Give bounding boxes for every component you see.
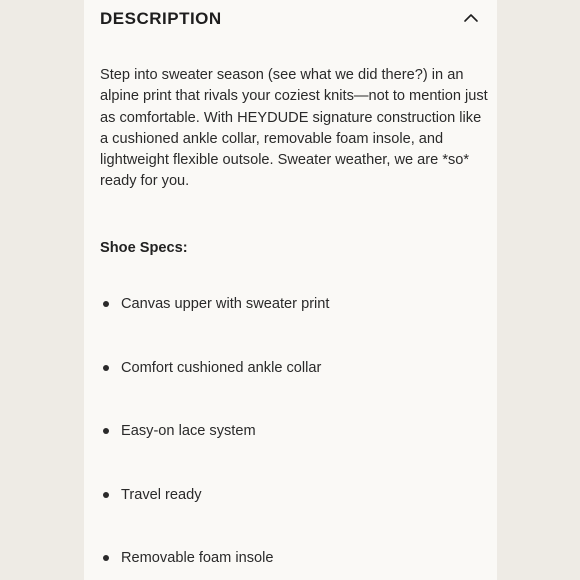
page-margin-right [496,0,580,580]
spec-item-text: Easy-on lace system [121,423,256,439]
product-description: Step into sweater season (see what we did there?) in an alpine print that rivals your coziest knits—not to mention just as comfortable. With HEYDUDE signature construction like a cushioned ankle collar, removable foam insole, and lightweight flexible outsole. Sweater weather, we are *so* ready for you. [100,67,488,190]
section-title: DESCRIPTION [100,9,222,28]
bullet-icon [103,365,109,371]
bullet-icon [103,555,109,561]
bullet-icon [103,428,109,434]
spec-item-text: Removable foam insole [121,550,274,566]
shoe-specs-heading: Shoe Specs: [100,240,188,256]
spec-item-text: Canvas upper with sweater print [121,296,330,312]
chevron-up-icon[interactable] [461,8,481,28]
bullet-icon [103,492,109,498]
bullet-icon [103,301,109,307]
spec-item-text: Comfort cushioned ankle collar [121,360,322,376]
accordion-header[interactable] [100,0,481,40]
page-margin-left [0,0,84,580]
spec-item-text: Travel ready [121,487,202,503]
description-panel [84,0,497,580]
